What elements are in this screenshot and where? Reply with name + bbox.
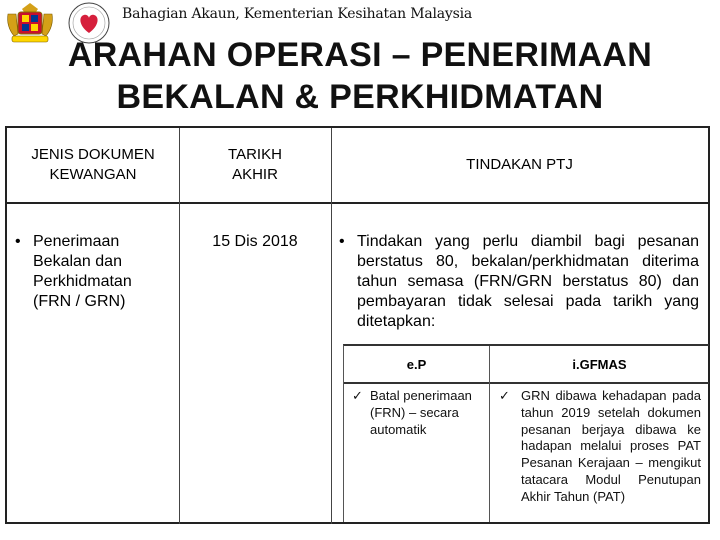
subheader-divider	[344, 382, 709, 384]
subheader-ep: e.P	[406, 356, 427, 372]
check-icon: ✓	[499, 388, 510, 403]
header-tindakan-ptj: TINDAKAN PTJ	[466, 156, 573, 173]
page-title-line1: ARAHAN OPERASI – PENERIMAAN	[67, 36, 653, 74]
system-subtable	[343, 344, 709, 522]
page-title	[0, 34, 720, 118]
cell-tindakan-ptj	[335, 232, 699, 332]
list-item: • Tindakan yang perlu diambil bagi pesanan berstatus 80, bekalan/perkhidmatan diterima tahun semasa (FRN/GRN berstatus 80) dan pembayaran tidak selesai pada tarikh yang ditetapkan:	[335, 232, 699, 332]
cell-ep-action: ✓ Batal penerimaan (FRN) – secara automatik	[352, 388, 472, 437]
cell-tarikh-akhir: 15 Dis 2018	[212, 233, 298, 250]
header-jenis-dokumen: JENIS DOKUMEN KEWANGAN	[31, 146, 155, 183]
subheader-igfmas: i.GFMAS	[572, 356, 627, 372]
column-divider-1	[179, 128, 180, 524]
cell-jenis-dokumen	[11, 232, 163, 312]
check-icon: ✓	[352, 388, 363, 403]
header-divider	[7, 202, 708, 204]
column-divider-2	[331, 128, 332, 524]
list-item: • Penerimaan Bekalan dan Perkhidmatan (FRN / GRN)	[11, 232, 163, 312]
operations-table	[5, 126, 710, 524]
subtable-column-divider	[489, 346, 490, 522]
org-name: Bahagian Akaun, Kementerian Kesihatan Malaysia	[122, 6, 473, 22]
header-tarikh-akhir: TARIKH AKHIR	[228, 146, 282, 183]
page-title-line2: BEKALAN & PERKHIDMATAN	[116, 78, 604, 116]
cell-igfmas-action: ✓ GRN dibawa kehadapan pada tahun 2019 setelah dokumen pesanan berjaya dibawa ke hadapan melalui proses PAT Pesanan Kerajaan – mengikut tatacara Modul Penutupan Akhir Tahun (PAT)	[499, 388, 701, 504]
